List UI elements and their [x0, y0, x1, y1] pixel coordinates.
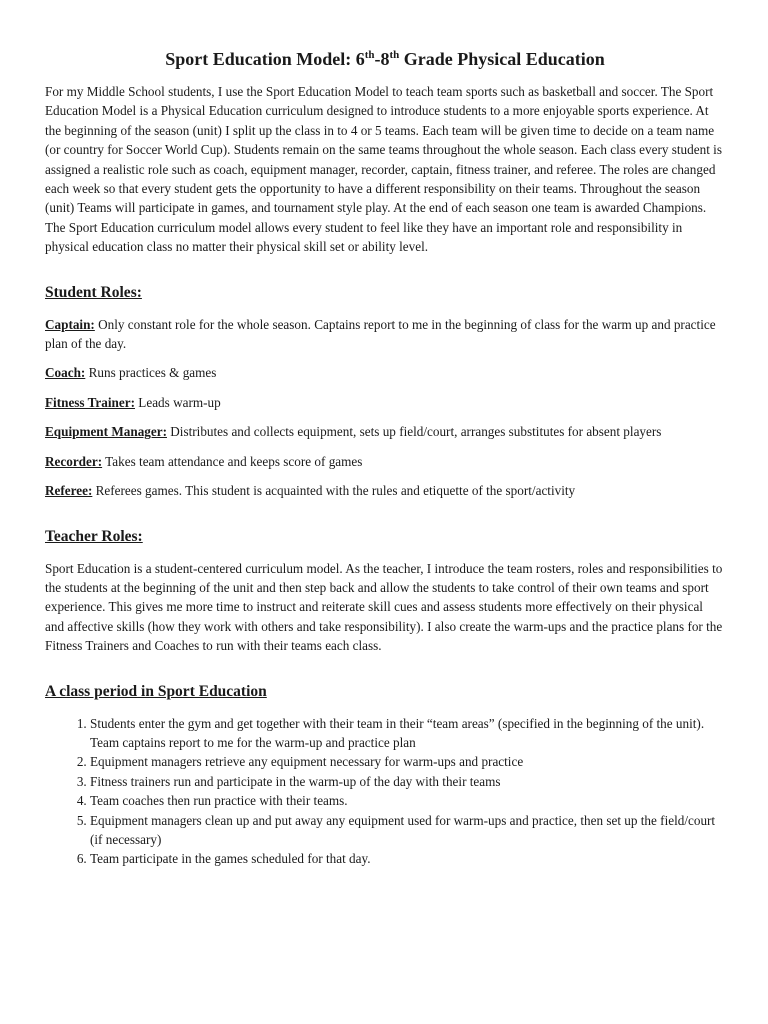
student-roles-list — [45, 315, 725, 501]
class-period-steps — [45, 714, 725, 869]
step-item: 3. Fitness trainers run and participate in the warm-up of the day with their teams — [90, 772, 725, 791]
student-roles-heading: Student Roles: — [45, 283, 142, 301]
title-sup: th — [364, 49, 375, 61]
role-term: Coach: — [45, 365, 86, 381]
role-term: Referee: — [45, 483, 93, 499]
step-item: 5. Equipment managers clean up and put away any equipment used for warm-ups and practice, then set up the field/court (if necessary) — [90, 811, 725, 850]
role-text: Referees games. This student is acquainted with the rules and etiquette of the sport/activity — [92, 483, 576, 499]
role-term: Captain: — [45, 316, 95, 332]
role-term: Recorder: — [45, 453, 103, 469]
role-item — [45, 315, 725, 354]
role-item — [45, 422, 725, 441]
role-text: Leads warm-up — [134, 394, 221, 410]
role-text: Runs practices & games — [85, 365, 217, 381]
role-item — [45, 393, 725, 412]
title-part: Grade Physical Education — [399, 49, 605, 69]
step-item: 1. Students enter the gym and get together with their team in their “team areas” (specified in the beginning of the unit). Team captains report to me for the warm-up and practice plan — [90, 714, 725, 753]
title-part: Sport Education Model: 6 — [165, 49, 365, 69]
role-item — [45, 481, 725, 500]
role-item — [45, 452, 725, 471]
step-item: 6. Team participate in the games scheduled for that day. — [90, 849, 725, 868]
step-item: 2. Equipment managers retrieve any equipment necessary for warm-ups and practice — [90, 752, 725, 771]
intro-paragraph: For my Middle School students, I use the Sport Education Model to teach team sports such as basketball and soccer. The Sport Education Model is a Physical Education curriculum designed to introduce students to a more enjoyable sports experience. At the beginning of the season (unit) I split up the class in to 4 or 5 teams. Each team will be given time to decide on a team name (or country for Soccer World Cup). Students remain on the same teams throughout the whole season. Each class every student is assigned a realistic role such as coach, equipment manager, recorder, captain, fitness trainer, and referee. The roles are changed each week so that every student gets the opportunity to have a different responsibility on their teams. Throughout the season (unit) Teams will participate in games, and tournament style play. At the end of each season one team is awarded Champions. The Sport Education curriculum model allows every student to feel like they have an important role and responsibility in physical education class no matter their physical skill set or ability level. — [45, 84, 722, 255]
role-term: Fitness Trainer: — [45, 394, 135, 410]
role-text: Only constant role for the whole season. Captains report to me in the beginning of class for the warm up and practice plan of the day. — [45, 316, 716, 352]
role-text: Takes team attendance and keeps score of games — [102, 453, 363, 469]
role-text: Distributes and collects equipment, sets up field/court, arranges substitutes for absent players — [166, 424, 662, 440]
page-title — [45, 46, 725, 72]
title-part: -8 — [374, 49, 390, 69]
teacher-roles-heading: Teacher Roles: — [45, 527, 143, 545]
role-term: Equipment Manager: — [45, 424, 167, 440]
class-period-heading: A class period in Sport Education — [45, 682, 267, 700]
role-item — [45, 363, 725, 382]
title-sup: th — [389, 49, 400, 61]
document-page — [45, 46, 725, 869]
teacher-roles-paragraph: Sport Education is a student-centered curriculum model. As the teacher, I introduce the team rosters, roles and responsibilities to the students at the beginning of the unit and then step back and allow the students to take control of their own teams and sport experience. This gives me more time to instruct and reiterate skill cues and assess students more effectively on their physical and affective skills (how they work with others and take responsibility). I also create the warm-ups and the practice plans for the Fitness Trainers and Coaches to run with their teams each class. — [45, 560, 723, 654]
step-item: 4. Team coaches then run practice with their teams. — [90, 791, 725, 810]
